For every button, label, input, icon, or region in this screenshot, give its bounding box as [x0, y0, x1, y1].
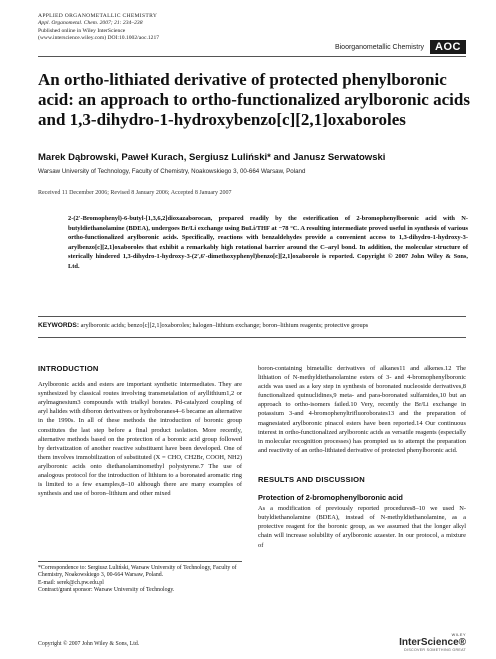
received-dates: Received 11 December 2006; Revised 8 January 2006; Accepted 8 January 2007 [38, 190, 232, 196]
left-column [38, 364, 242, 498]
results-heading: RESULTS AND DISCUSSION [258, 474, 365, 484]
publisher-logo [399, 633, 466, 652]
keywords-top-rule [38, 316, 466, 317]
published-line: Published online in Wiley InterScience [38, 27, 126, 34]
authors: Marek Dąbrowski, Paweł Kurach, Sergiusz Luliński* and Janusz Serwatowski [38, 152, 386, 163]
intro-heading: INTRODUCTION [38, 364, 99, 373]
keywords-bottom-rule [38, 337, 466, 338]
right-column [258, 364, 466, 550]
results-subheading: Protection of 2-bromophenylboronic acid [258, 493, 403, 503]
running-header [38, 13, 159, 42]
results-body: As a modification of previously reported procedures8–10 we used N-butyldiethanolamine (BDEA), instead of N-methyldiethanolamine, as a protective reagent for the boronic group, as we assumed that the longer alkyl chain will increase solubility of arylboronic azaester. In our protocol, a mixture of [258, 505, 466, 549]
citation: Appl. Organometal. Chem. 2007; 21: 234–238 [38, 20, 143, 27]
article-title: An ortho-lithiated derivative of protected phenylboronic acid: an approach to ortho-functionalized arylboronic acids and 1,3-dihydro-1-hydroxybenzo[c][2,1]oxaboroles [38, 70, 470, 129]
journal-logo: AOC [430, 40, 466, 54]
publisher-tagline: DISCOVER SOMETHING GREAT [404, 648, 466, 652]
abstract: 2-(2′-Bromophenyl)-6-butyl-[1,3,6,2]dioxazaborocan, prepared readily by the esterification of 2-bromophenylboronic acid with N-butyldiethanolamine (BDEA), undergoes Br/Li exchange using BuLi/THF at −78 °C. A resulting intermediate proved useful in synthesis of various ortho-functionalized arylboronic acids. Specifically, reactions with benzaldehydes provide a convenient access to 1,3-dihydro-1-hydroxy-3-arylbenzo[c][2,1]oxaboroles that exhibit a remarkably high rotational barrier around the C–aryl bond. In addition, the molecular structure of sterically hindered 1,3-dihydro-1-hydroxy-3-(2′,6′-dimethoxyphenyl)benzo[c][2,1]oxaborole is reported. Copyright © 2007 John Wiley & Sons, Ltd. [68, 215, 468, 270]
keywords [38, 322, 478, 329]
doi[interactable]: (www.interscience.wiley.com) DOI:10.1002/aoc.1217 [38, 34, 160, 41]
keywords-text: arylboronic acids; benzo[c][2,1]oxaboroles; halogen–lithium exchange; boron–lithium reagents; protective groups [80, 322, 369, 329]
right-intro-body: boron-containing bimetallic derivatives of alkanes11 and alkenes.12 The lithiation of N-methyldiethanolamine esters of 3- and 4-bromophenylboronic acids was used as a key step in synthesis of boronated nucleoside derivatives,8 functionalized quinuclidines,9 meta- and para-boronated sulfamides,10 but an approach to ortho-isomers failed.10 Very, recently the Br/Li exchange in potassium 3-and 4-bromophenyltrifluoroborates13 and the preparation of magnesiated arylboronic pinacol esters have been reported.14 Our continuous interest in ortho-functionalized arylboronic acids as versatile reagents (especially in molecular recognition processes) has prompted us to attempt the preparation and reactivity of an ortho-lithiated derivative of protected phenylboronic acid. [258, 365, 466, 454]
journal-name: APPLIED ORGANOMETALLIC CHEMISTRY [38, 13, 158, 19]
intro-body: Arylboronic acids and esters are important synthetic intermediates. They are synthesized by classical routes involving transmetalation of aryllithium1,2 or arylmagnesium3 compounds with trialkyl borates. Pd-catalyzed coupling of aryl halides with diboron derivatives or hydroboranes4–6 became an alternative in the 1990s. In all of these methods the introduction of boronic group constitutes the last step before a final product isolation. More recently, alternative methods based on the protection of a boronic acid group followed by derivatization of another reactive substituent have been developed. One of them involves immobilization of substituted (X = CHO, CH2Br, COOH, NH2) arylboronic acids onto diethanolaminomethyl polystyrene.7 The use of analogous protocol for the introduction of lithium to a boronated aromatic ring is limited to a few examples,8–10 although there are many examples of synthesis and use of boron–lithium and other mixed [38, 381, 242, 498]
section-header [335, 40, 466, 54]
keywords-label: KEYWORDS: [38, 322, 80, 329]
footnote-rule [38, 561, 242, 562]
grant: Contract/grant sponsor: Warsaw University of Technology. [38, 587, 175, 594]
publisher-brand: InterScience® [399, 637, 466, 648]
copyright: Copyright © 2007 John Wiley & Sons, Ltd. [38, 641, 140, 647]
section-label: Bioorganometallic Chemistry [334, 43, 425, 51]
footnote [38, 565, 242, 595]
correspondence: *Correspondence to: Sergiusz Luliński, Warsaw University of Technology, Faculty of Chemistry, Noakowskiego 3, 00-664 Warsaw, Poland. [38, 565, 237, 579]
header-rule [38, 56, 466, 57]
email[interactable]: E-mail: serek@ch.pw.edu.pl [38, 579, 104, 586]
publisher-small: WILEY [451, 633, 466, 637]
affiliation: Warsaw University of Technology, Faculty of Chemistry, Noakowskiego 3, 00-664 Warsaw, Poland [38, 168, 306, 175]
